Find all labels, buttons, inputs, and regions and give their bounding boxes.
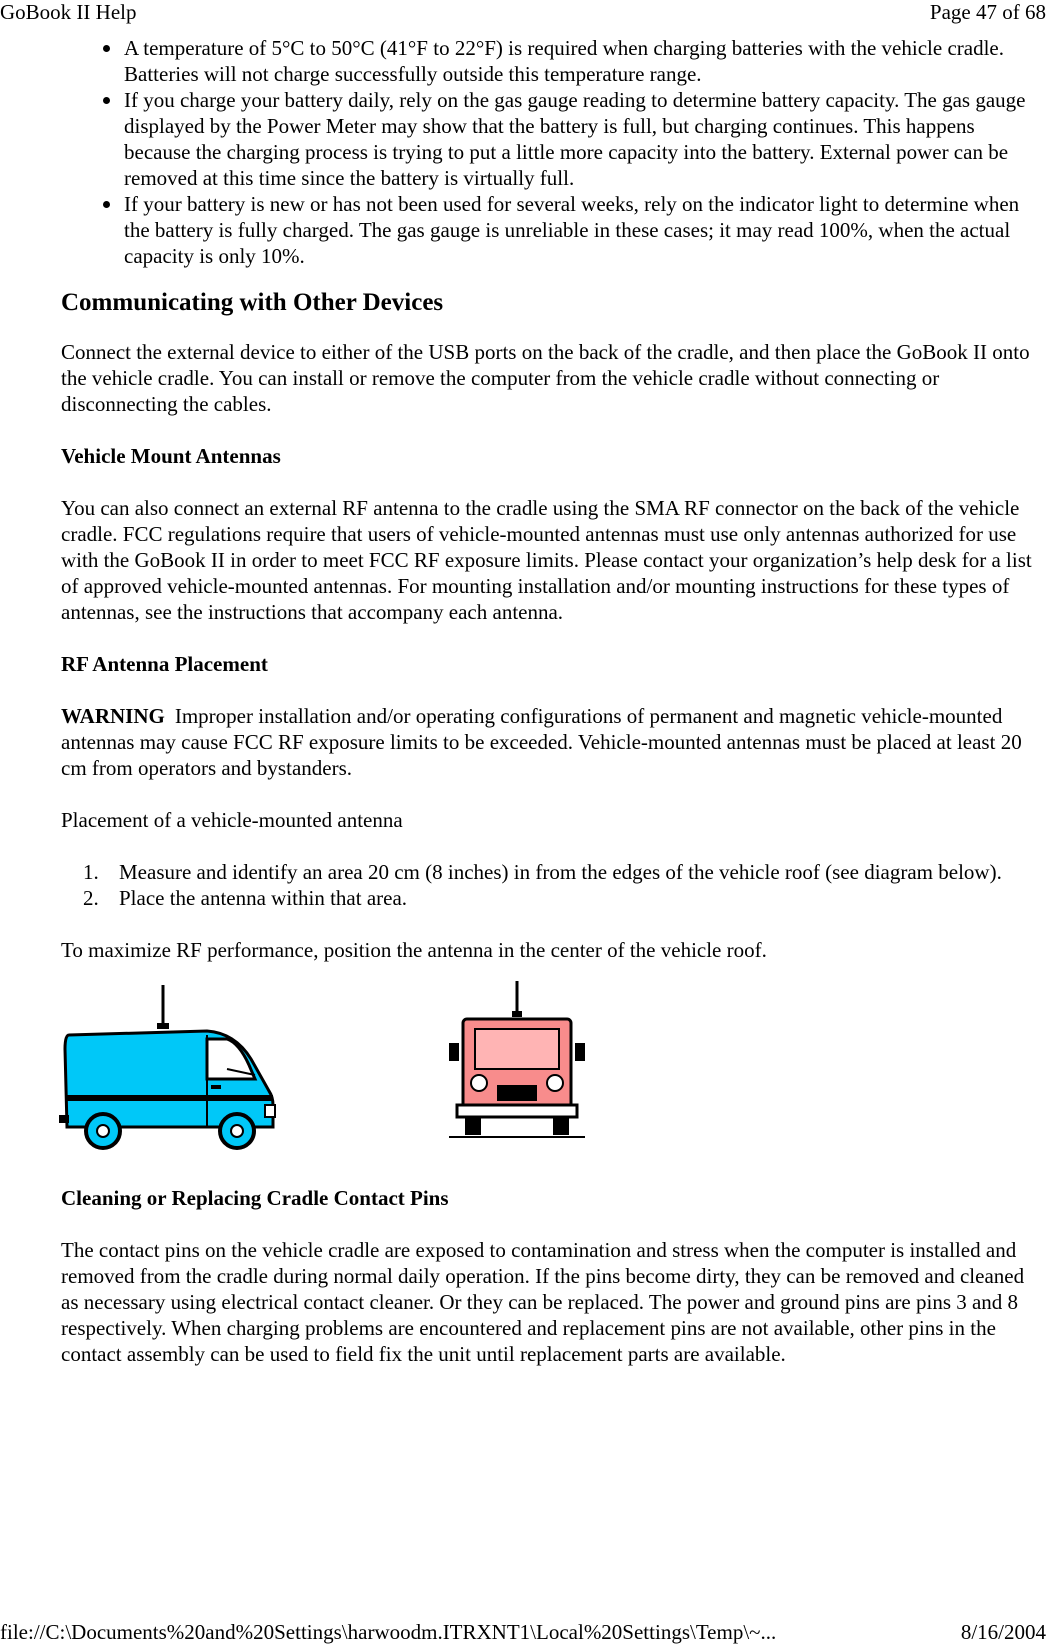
truck-front-illustration [447,979,587,1151]
step-number: 1. [83,860,99,884]
list-item [61,859,1046,885]
list-item: A temperature of 5°C to 50°C (41°F to 22°F) is required when charging batteries with the vehicle cradle. Batteries will not charge successfully outside this temperature range. [61,35,1046,87]
placement-closing: To maximize RF performance, position the antenna in the center of the vehicle roof. [61,938,767,962]
section-heading-antennas: Vehicle Mount Antennas [61,444,281,468]
charging-tips-list [61,35,1046,269]
footer-date: 8/16/2004 [960,1620,1046,1644]
section-heading-communicating: Communicating with Other Devices [61,289,444,316]
section-heading-cleaning: Cleaning or Replacing Cradle Contact Pins [61,1186,449,1210]
list-item: If your battery is new or has not been used for several weeks, rely on the indicator light to determine when the battery is fully charged. The gas gauge is unreliable in these cases; it may read 100%, when the actual capacity is only 10%. [61,191,1046,269]
step-text: Place the antenna within that area. [119,886,408,910]
help-content [61,35,1046,1367]
communicating-body: Connect the external device to either of the USB ports on the back of the cradle, and then place the GoBook II onto the vehicle cradle. You can install or remove the computer from the vehicle cradle without connecting or disconnecting the cables. [61,340,1030,416]
step-text: Measure and identify an area 20 cm (8 inches) in from the edges of the vehicle roof (see diagram below). [119,860,1002,884]
van-side-illustration [57,979,282,1151]
warning-paragraph [61,703,1046,781]
step-number: 2. [83,886,99,910]
antennas-body: You can also connect an external RF antenna to the cradle using the SMA RF connector on the back of the vehicle cradle. FCC regulations require that users of vehicle-mounted antennas must use only antennas authorized for use with the GoBook II in order to meet FCC RF exposure limits. Please contact your organization’s help desk for a list of approved vehicle-mounted antennas. For mounting installation and/or mounting instructions for these types of antennas, see the instructions that accompany each antenna. [61,496,1032,624]
placement-steps [61,859,1046,911]
header-title: GoBook II Help [0,0,137,24]
warning-label: WARNING [61,704,165,728]
section-heading-placement: RF Antenna Placement [61,652,268,676]
list-item [61,885,1046,911]
list-item: If you charge your battery daily, rely on the gas gauge reading to determine battery capacity. The gas gauge displayed by the Power Meter may show that the battery is full, but charging continues. This happens because the charging process is trying to put a little more capacity into the battery. External power can be removed at this time since the battery is virtually full. [61,87,1046,191]
warning-text: Improper installation and/or operating configurations of permanent and magnetic vehicle-mounted antennas may cause FCC RF exposure limits to be exceeded. Vehicle-mounted antennas must be placed at least 20 cm from operators and bystanders. [61,704,1022,780]
page-number: Page 47 of 68 [929,0,1046,24]
placement-intro: Placement of a vehicle-mounted antenna [61,808,403,832]
antenna-diagram [61,979,1046,1169]
cleaning-body: The contact pins on the vehicle cradle are exposed to contamination and stress when the computer is installed and removed from the cradle during normal daily operation. If the pins become dirty, they can be removed and cleaned as necessary using electrical contact cleaner. Or they can be replaced. The power and ground pins are pins 3 and 8 respectively. When charging problems are encountered and replacement pins are not available, other pins in the contact assembly can be used to field fix the unit until replacement parts are available. [61,1238,1025,1366]
footer-file-path: file://C:\Documents%20and%20Settings\harwoodm.ITRXNT1\Local%20Settings\Temp\~... [0,1620,777,1644]
